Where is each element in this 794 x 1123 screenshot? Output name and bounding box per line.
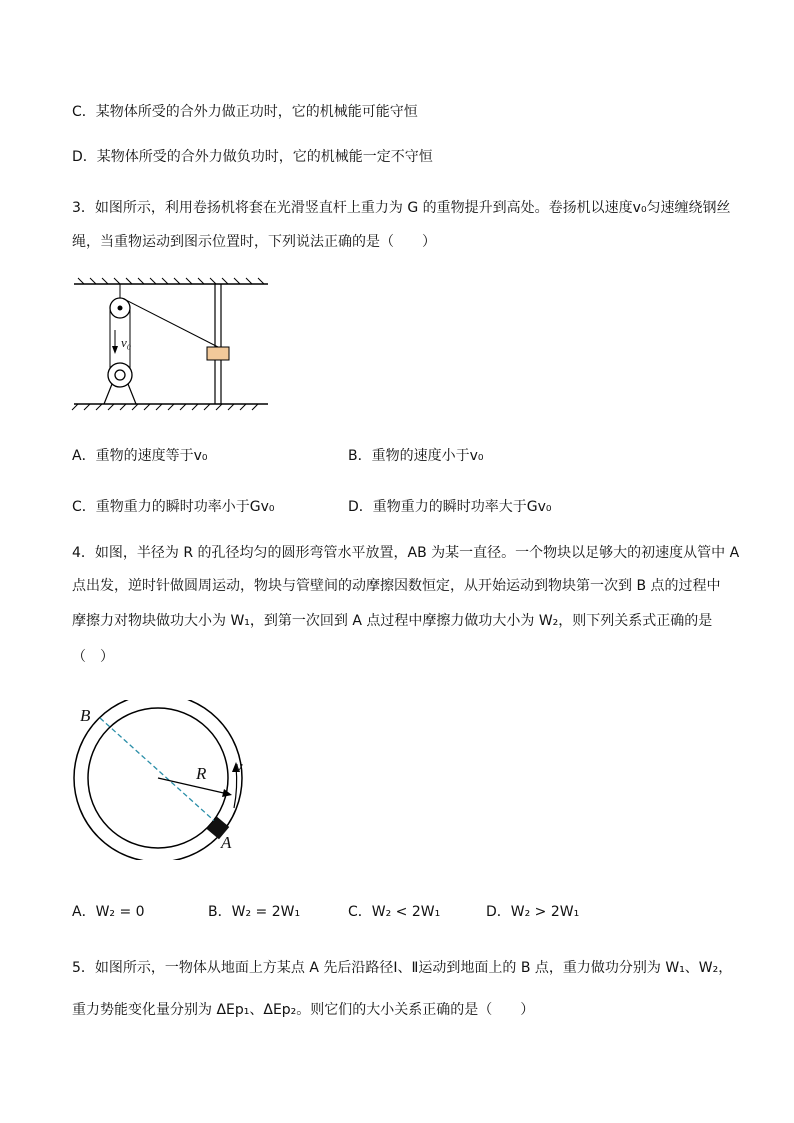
q3-option-b: B．重物的速度小于v₀ [348,448,484,464]
q4-option-b: B．W₂ = 2W₁ [208,904,301,920]
q4-label-v: v [235,757,243,776]
q4-option-d: D．W₂ > 2W₁ [486,904,580,920]
q3-winch-figure [70,274,270,414]
q3-stem-line-1: 3．如图所示，利用卷扬机将套在光滑竖直杆上重力为 G 的重物提升到高处。卷扬机以速度v₀匀速缠绕钢丝 [72,200,731,216]
q4-label-b: B [80,706,91,725]
q4-stem-line-2: 点出发，逆时针做圆周运动，物块与管壁间的动摩擦因数恒定，从开始运动到物块第一次到 B 点的过程中 [72,578,721,594]
q2-option-d: D．某物体所受的合外力做负功时，它的机械能一定不守恒 [72,149,433,165]
q5-stem-line-1: 5．如图所示，一物体从地面上方某点 A 先后沿路径Ⅰ、Ⅱ运动到地面上的 B 点，重力做功分别为 W₁、W₂， [72,960,733,976]
q4-label-r: R [196,764,207,783]
q5-stem-line-2: 重力势能变化量分别为 ΔEp₁、ΔEp₂。则它们的大小关系正确的是（ ） [72,1002,535,1018]
q3-option-d: D．重物重力的瞬时功率大于Gv₀ [348,499,552,515]
q3-option-c: C．重物重力的瞬时功率小于Gv₀ [72,499,275,515]
q4-stem-line-3: 摩擦力对物块做功大小为 W₁，到第一次回到 A 点过程中摩擦力做功大小为 W₂，则下列关系式正确的是 [72,613,713,629]
q3-option-a: A．重物的速度等于v₀ [72,448,208,464]
q4-label-a: A [221,833,232,852]
q4-option-a: A．W₂ = 0 [72,904,145,920]
q3-stem-line-2: 绳，当重物运动到图示位置时，下列说法正确的是（ ） [72,234,436,250]
q4-option-c: C．W₂ < 2W₁ [348,904,441,920]
q3-figure-label-v0: v₀ [121,335,132,350]
q4-stem-line-1: 4．如图，半径为 R 的孔径均匀的圆形弯管水平放置，AB 为某一直径。一个物块以足够大的初速度从管中 A [72,545,740,561]
q4-stem-line-4: （ ） [72,649,114,665]
q4-tube-figure [70,700,260,860]
q2-option-c: C．某物体所受的合外力做正功时，它的机械能可能守恒 [72,104,418,120]
